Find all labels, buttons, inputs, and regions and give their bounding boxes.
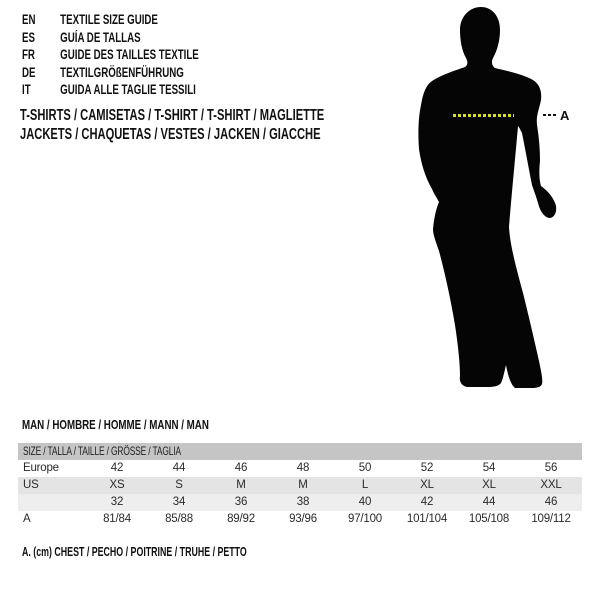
table-cell: XXL <box>540 479 562 491</box>
size-table <box>18 443 582 528</box>
table-cell: XL <box>420 479 434 491</box>
table-cell: 36 <box>234 496 248 508</box>
language-code: ES <box>22 29 35 45</box>
language-row <box>22 81 199 99</box>
table-cell: 40 <box>358 496 372 508</box>
table-cell: 48 <box>296 462 310 474</box>
language-code: FR <box>22 47 35 63</box>
table-cell: 42 <box>420 496 434 508</box>
language-list <box>22 11 268 99</box>
table-row-us <box>18 477 582 494</box>
table-cell: S <box>175 479 183 491</box>
table-cell: 85/88 <box>165 513 193 525</box>
table-cell: 105/108 <box>468 513 510 525</box>
language-row <box>22 64 199 82</box>
section-title-man: MAN / HOMBRE / HOMME / MANN / MAN <box>22 417 209 432</box>
table-cell: 101/104 <box>406 513 448 525</box>
table-row-chest-a <box>18 511 582 528</box>
language-row <box>22 46 199 64</box>
language-label: TEXTILGRÖßENFÜHRUNG <box>60 64 184 80</box>
row-label: A <box>23 513 31 525</box>
table-cell: 38 <box>296 496 310 508</box>
row-label: Europe <box>23 462 59 474</box>
table-cell: 44 <box>482 496 496 508</box>
chest-measure-dashed-line <box>453 114 514 117</box>
table-cell: 42 <box>110 462 124 474</box>
table-row-numeric <box>18 494 582 511</box>
table-cell: 50 <box>358 462 372 474</box>
category-jackets: JACKETS / CHAQUETAS / VESTES / JACKEN / GIACCHE <box>20 125 321 143</box>
row-label <box>18 494 86 511</box>
table-cell: 97/100 <box>348 513 382 525</box>
row-label: US <box>23 479 39 491</box>
language-label: GUIDA ALLE TAGLIE TESSILI <box>60 82 196 98</box>
chest-measure-leader-line <box>543 114 557 116</box>
table-cell: XS <box>109 479 125 491</box>
language-label: GUIDE DES TAILLES TEXTILE <box>60 47 199 63</box>
measurement-footnote: A. (cm) CHEST / PECHO / POITRINE / TRUHE / PETTO <box>22 544 247 559</box>
language-code: EN <box>22 12 36 27</box>
table-cell: 54 <box>482 462 496 474</box>
table-cell: 93/96 <box>289 513 317 525</box>
table-cell: 81/84 <box>103 513 131 525</box>
table-cell: 44 <box>172 462 186 474</box>
category-tshirts: T-SHIRTS / CAMISETAS / T-SHIRT / T-SHIRT / MAGLIETTE <box>20 107 325 124</box>
table-cell: M <box>236 479 246 491</box>
garment-category-list <box>20 107 324 144</box>
language-label: GUÍA DE TALLAS <box>60 29 141 45</box>
table-cell: 46 <box>234 462 248 474</box>
language-code: DE <box>22 64 36 80</box>
male-silhouette-figure <box>405 5 570 390</box>
table-cell: 52 <box>420 462 434 474</box>
table-cell: M <box>298 479 308 491</box>
man-silhouette-icon <box>405 5 570 390</box>
size-table-header <box>18 443 582 460</box>
table-cell: 109/112 <box>531 513 571 525</box>
language-row <box>22 29 199 47</box>
table-row-europe <box>18 460 582 477</box>
table-cell: XL <box>482 479 496 491</box>
table-cell: L <box>361 479 369 491</box>
table-cell: 89/92 <box>227 513 255 525</box>
table-cell: 34 <box>172 496 186 508</box>
table-cell: 46 <box>544 496 558 508</box>
table-cell: 32 <box>110 496 124 508</box>
language-label: TEXTILE SIZE GUIDE <box>60 12 158 27</box>
language-row <box>22 11 199 29</box>
language-code: IT <box>22 82 31 98</box>
size-table-header-label: SIZE / TALLA / TAILLE / GRÖSSE / TAGLIA <box>23 444 181 458</box>
measurement-a-label: A <box>560 108 570 123</box>
table-cell: 56 <box>544 462 558 474</box>
